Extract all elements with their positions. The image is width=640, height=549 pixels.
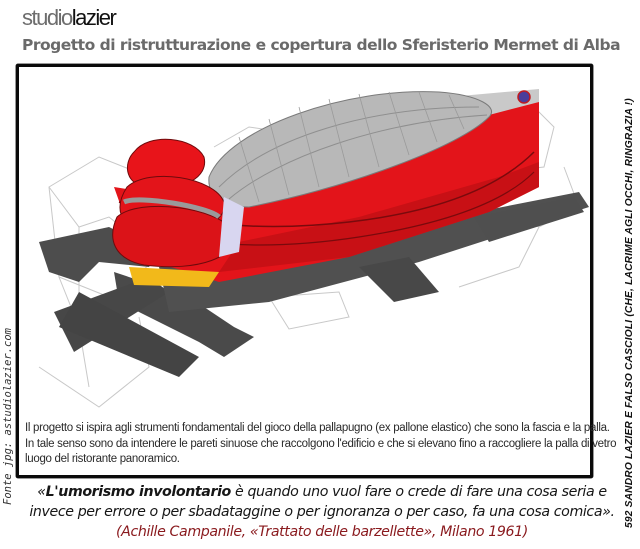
- quote-emphasis: L'umorismo involontario: [45, 484, 231, 500]
- source-credit: Fonte jpg: astudiolazier.com: [2, 327, 14, 505]
- quote-open-mark: «: [37, 484, 46, 500]
- campanile-quote: [22, 482, 622, 542]
- image-frame: [16, 64, 617, 478]
- glass-ball: [518, 91, 530, 103]
- architectural-rendering: [19, 67, 590, 417]
- caption-line: luogo del ristorante panoramico.: [25, 453, 180, 465]
- caption-line: In tale senso sono da intendere le pareti sinuose che raccolgono l'edificio e che si elevano fino a raccogliere la palla di vetro: [25, 437, 617, 450]
- author-credit: 592 SANDRO LAZIER E FALSO CASCIOLI (CHE, LACRIME AGLI OCCHI, RINGRAZIA !): [624, 98, 635, 528]
- quote-line-1-rest: è quando uno vuol fare o crede di fare una cosa seria e: [230, 484, 607, 500]
- caption-line: Il progetto si ispira agli strumenti fondamentali del gioco della pallapugno (ex pallone elastico) che sono la fascia e la palla.: [25, 422, 610, 434]
- project-description: [25, 421, 617, 468]
- quote-citation: (Achille Campanile, «Trattato delle barzellette», Milano 1961): [116, 524, 528, 540]
- logo-part-lazier: lazier: [71, 5, 116, 30]
- quote-line-2: invece per errore o per sbadataggine o per ignoranza o per caso, fa una cosa comica».: [29, 504, 615, 520]
- quote-line-1: [22, 482, 622, 502]
- logo-part-studio: studio: [22, 5, 72, 30]
- page-title: Progetto di ristrutturazione e copertura dello Sferisterio Mermet di Alba: [22, 36, 621, 54]
- studiolazier-logo: [22, 5, 115, 31]
